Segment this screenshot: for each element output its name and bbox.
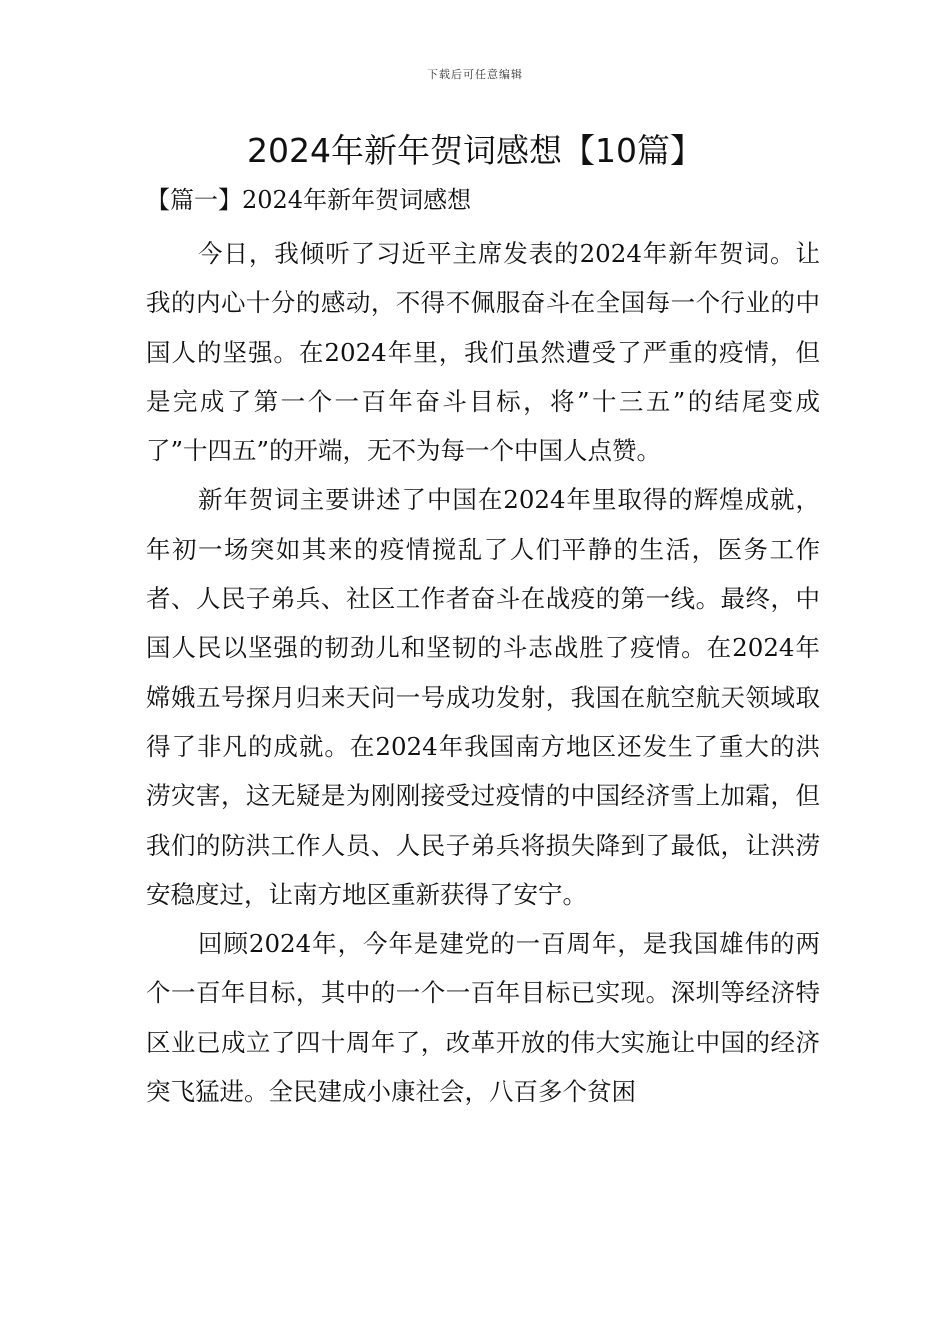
paragraph-3: 回顾2024年，今年是建党的一百周年，是我国雄伟的两个一百年目标，其中的一个一百年目标已实现。深圳等经济特区业已成立了四十周年了，改革开放的伟大实施让中国的经济突飞猛进。全民建成小康社会，八百多个贫困 <box>146 929 820 1107</box>
paragraph-1: 今日，我倾听了习近平主席发表的2024年新年贺词。让我的内心十分的感动，不得不佩服奋斗在全国每一个行业的中国人的坚强。在2024年里，我们虽然遭受了严重的疫情，但是完成了第一个一百年奋斗目标，将”十三五”的结尾变成了”十四五”的开端，无不为每一个中国人点赞。 <box>146 239 820 466</box>
section-heading: 【篇一】2024年新年贺词感想 <box>146 186 472 214</box>
document-title: 2024年新年贺词感想【10篇】 <box>247 131 703 170</box>
document-body <box>146 229 820 1116</box>
paragraph-2: 新年贺词主要讲述了中国在2024年里取得的辉煌成就，年初一场突如其来的疫情搅乱了人们平静的生活，医务工作者、人民子弟兵、社区工作者奋斗在战疫的第一线。最终，中国人民以坚强的韧劲儿和坚韧的斗志战胜了疫情。在2024年嫦娥五号探月归来天问一号成功发射，我国在航空航天领域取得了非凡的成就。在2024年我国南方地区还发生了重大的洪涝灾害，这无疑是为刚刚接受过疫情的中国经济雪上加霜，但我们的防洪工作人员、人民子弟兵将损失降到了最低，让洪涝安稳度过，让南方地区重新获得了安宁。 <box>146 485 820 909</box>
header-note: 下载后可任意编辑 <box>427 68 523 81</box>
